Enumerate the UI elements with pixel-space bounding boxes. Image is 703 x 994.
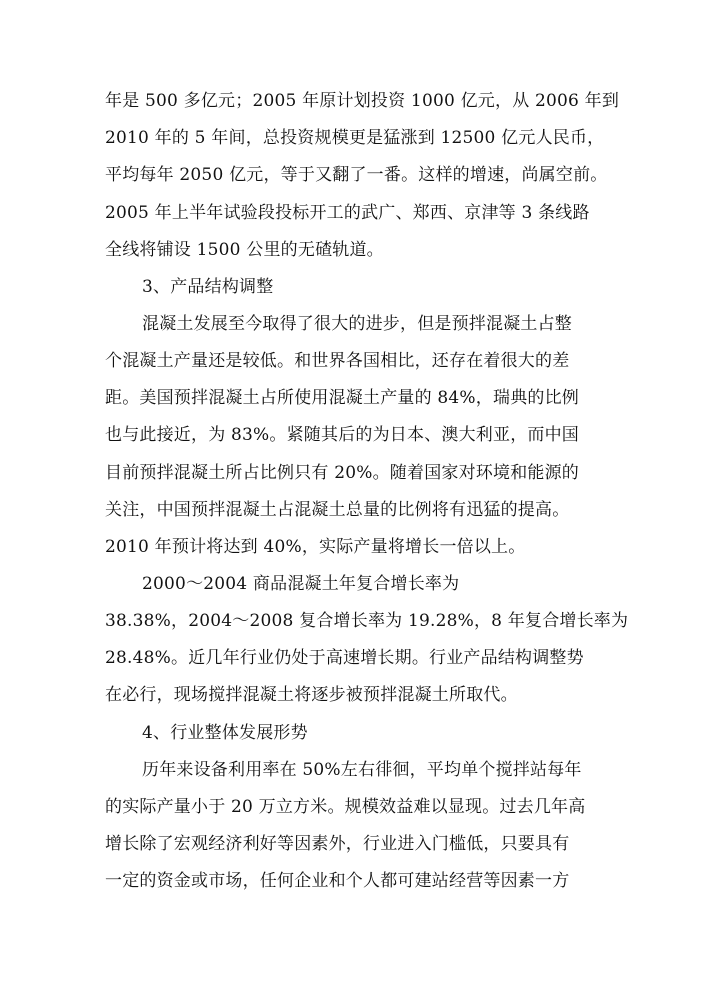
text-line: 2005 年上半年试验段投标开工的武广、郑西、京津等 3 条线路 bbox=[105, 203, 590, 223]
text-line: 关注，中国预拌混凝土占混凝土总量的比例将有迅猛的提高。 bbox=[105, 500, 570, 520]
text-line: 也与此接近，为 83%。紧随其后的为日本、澳大利亚，而中国 bbox=[105, 425, 579, 445]
text-line: 距。美国预拌混凝土占所使用混凝土产量的 84%，瑞典的比例 bbox=[105, 388, 579, 408]
text-line: 28.48%。近几年行业仍处于高速增长期。行业产品结构调整势 bbox=[105, 648, 584, 668]
text-line: 的实际产量小于 20 万立方米。规模效益难以显现。过去几年高 bbox=[105, 797, 586, 817]
section-heading: 3、产品结构调整 bbox=[142, 277, 274, 297]
section-heading: 4、行业整体发展形势 bbox=[142, 723, 308, 743]
text-line: 在必行，现场搅拌混凝土将逐步被预拌混凝土所取代。 bbox=[105, 685, 518, 705]
text-line: 混凝土发展至今取得了很大的进步，但是预拌混凝土占整 bbox=[142, 314, 572, 334]
text-line: 38.38%，2004～2008 复合增长率为 19.28%，8 年复合增长率为 bbox=[105, 611, 629, 631]
text-line: 历年来设备利用率在 50%左右徘徊，平均单个搅拌站每年 bbox=[142, 760, 582, 780]
text-line: 平均每年 2050 亿元，等于又翻了一番。这样的增速，尚属空前。 bbox=[105, 165, 608, 185]
text-line: 2000～2004 商品混凝土年复合增长率为 bbox=[142, 574, 460, 594]
text-line: 增长除了宏观经济利好等因素外，行业进入门槛低，只要具有 bbox=[105, 834, 570, 854]
text-line: 年是 500 多亿元；2005 年原计划投资 1000 亿元，从 2006 年到 bbox=[105, 91, 620, 111]
text-line: 一定的资金或市场，任何企业和个人都可建站经营等因素一方 bbox=[105, 871, 570, 891]
text-line: 2010 年预计将达到 40%，实际产量将增长一倍以上。 bbox=[105, 537, 526, 557]
text-line: 全线将铺设 1500 公里的无碴轨道。 bbox=[105, 240, 384, 260]
text-line: 目前预拌混凝土所占比例只有 20%。随着国家对环境和能源的 bbox=[105, 463, 579, 483]
text-line: 个混凝土产量还是较低。和世界各国相比，还存在着很大的差 bbox=[105, 351, 570, 371]
text-line: 2010 年的 5 年间，总投资规模更是猛涨到 12500 亿元人民币， bbox=[105, 128, 605, 148]
